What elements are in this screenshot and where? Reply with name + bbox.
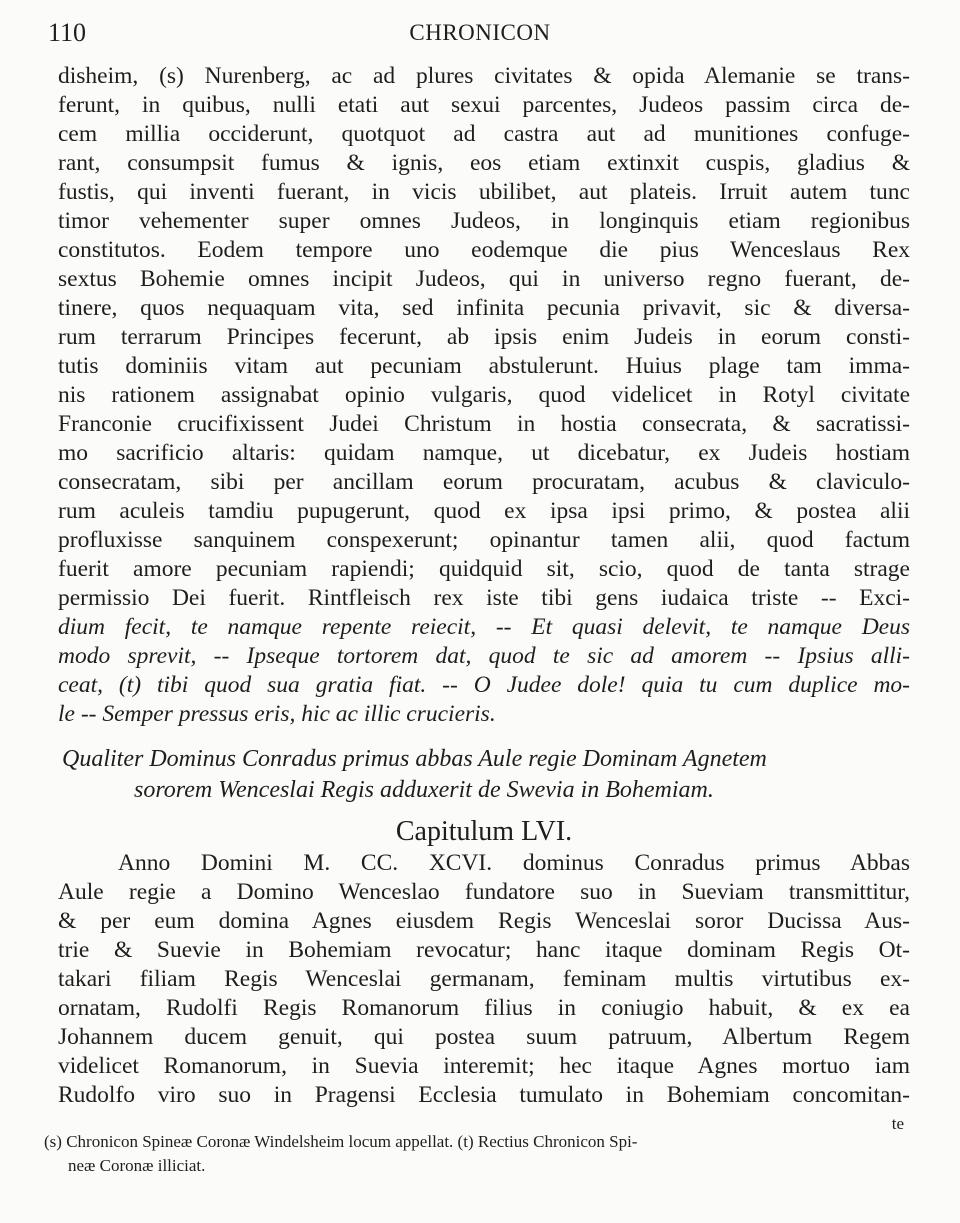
text-line: profluxisse sanquinem conspexerunt; opinantur tamen alii, quod factum xyxy=(58,527,910,553)
footnote-line: (s) Chronicon Spineæ Coronæ Windelsheim locum appellat. (t) Rectius Chronicon Spi- xyxy=(44,1132,638,1151)
text-line: consecratam, sibi per ancillam eorum procuratam, acubus & claviculo- xyxy=(58,469,910,495)
text-line: Aule regie a Domino Wenceslao fundatore suo in Sueviam transmittitur, xyxy=(58,879,910,905)
text-line: timor vehementer super omnes Judeos, in longinquis etiam regionibus xyxy=(58,208,910,234)
text-line: takari filiam Regis Wenceslai germanam, feminam multis virtutibus ex- xyxy=(58,966,910,992)
text-line: ceat, (t) tibi quod sua gratia fiat. -- O Judee dole! quia tu cum duplice mo- xyxy=(58,672,910,698)
text-line: & per eum domina Agnes eiusdem Regis Wenceslai soror Ducissa Aus- xyxy=(58,908,910,934)
footnote-line: neæ Coronæ illiciat. xyxy=(68,1156,206,1175)
rubric-line: sororem Wenceslai Regis adduxerit de Swevia in Bohemiam. xyxy=(134,777,714,803)
page-number: 110 xyxy=(48,18,87,47)
chapter-heading: Capitulum LVI. xyxy=(395,816,573,847)
text-line: tinere, quos nequaquam vita, sed infinita pecunia privavit, sic & diversa- xyxy=(58,295,910,321)
text-line: tutis dominiis vitam aut pecuniam abstulerunt. Huius plage tam imma- xyxy=(58,353,910,379)
page-header xyxy=(48,18,912,52)
text-line: rum terrarum Principes fecerunt, ab ipsis enim Judeis in eorum consti- xyxy=(58,324,910,350)
text-line: le -- Semper pressus eris, hic ac illic crucieris. xyxy=(58,701,496,727)
text-line: fuerit amore pecuniam rapiendi; quidquid sit, scio, quod de tanta strage xyxy=(58,556,910,582)
running-title: CHRONICON xyxy=(409,20,551,45)
text-line: Anno Domini M. CC. XCVI. dominus Conradus primus Abbas xyxy=(118,850,910,876)
text-line: rum aculeis tamdiu pupugerunt, quod ex ipsa ipsi primo, & postea alii xyxy=(58,498,910,524)
text-line: modo sprevit, -- Ipseque tortorem dat, quod te sic ad amorem -- Ipsius alli- xyxy=(58,643,910,669)
text-line: Johannem ducem genuit, qui postea suum patruum, Albertum Regem xyxy=(58,1024,910,1050)
text-line: Rudolfo viro suo in Pragensi Ecclesia tumulato in Bohemiam concomitan- xyxy=(58,1082,910,1108)
text-line: ferunt, in quibus, nulli etati aut sexui parcentes, Judeos passim circa de- xyxy=(58,92,910,118)
text-line: constitutos. Eodem tempore uno eodemque die pius Wenceslaus Rex xyxy=(58,237,910,263)
catchword: te xyxy=(891,1114,904,1133)
text-line: permissio Dei fuerit. Rintfleisch rex iste tibi gens iudaica triste -- Exci- xyxy=(58,585,910,611)
text-line: trie & Suevie in Bohemiam revocatur; hanc itaque dominam Regis Ot- xyxy=(58,937,910,963)
text-line: Franconie crucifixissent Judei Christum in hostia consecrata, & sacratissi- xyxy=(58,411,910,437)
text-line: dium fecit, te namque repente reiecit, -- Et quasi delevit, te namque Deus xyxy=(58,614,910,640)
text-line: sextus Bohemie omnes incipit Judeos, qui in universo regno fuerant, de- xyxy=(58,266,910,292)
text-line: videlicet Romanorum, in Suevia interemit; hec itaque Agnes mortuo iam xyxy=(58,1053,910,1079)
text-line: mo sacrificio altaris: quidam namque, ut dicebatur, ex Judeis hostiam xyxy=(58,440,910,466)
text-line: fustis, qui inventi fuerant, in vicis ubilibet, aut plateis. Irruit autem tunc xyxy=(58,179,910,205)
text-line: cem millia occiderunt, quotquot ad castra aut ad munitiones confuge- xyxy=(58,121,910,147)
text-line: rant, consumpsit fumus & ignis, eos etiam extinxit cuspis, gladius & xyxy=(58,150,910,176)
text-line: nis rationem assignabat opinio vulgaris, quod videlicet in Rotyl civitate xyxy=(58,382,910,408)
text-line: ornatam, Rudolfi Regis Romanorum filius in coniugio habuit, & ex ea xyxy=(58,995,910,1021)
rubric-line: Qualiter Dominus Conradus primus abbas Aule regie Dominam Agnetem xyxy=(62,746,767,772)
text-line: disheim, (s) Nurenberg, ac ad plures civitates & opida Alemanie se trans- xyxy=(58,63,910,89)
